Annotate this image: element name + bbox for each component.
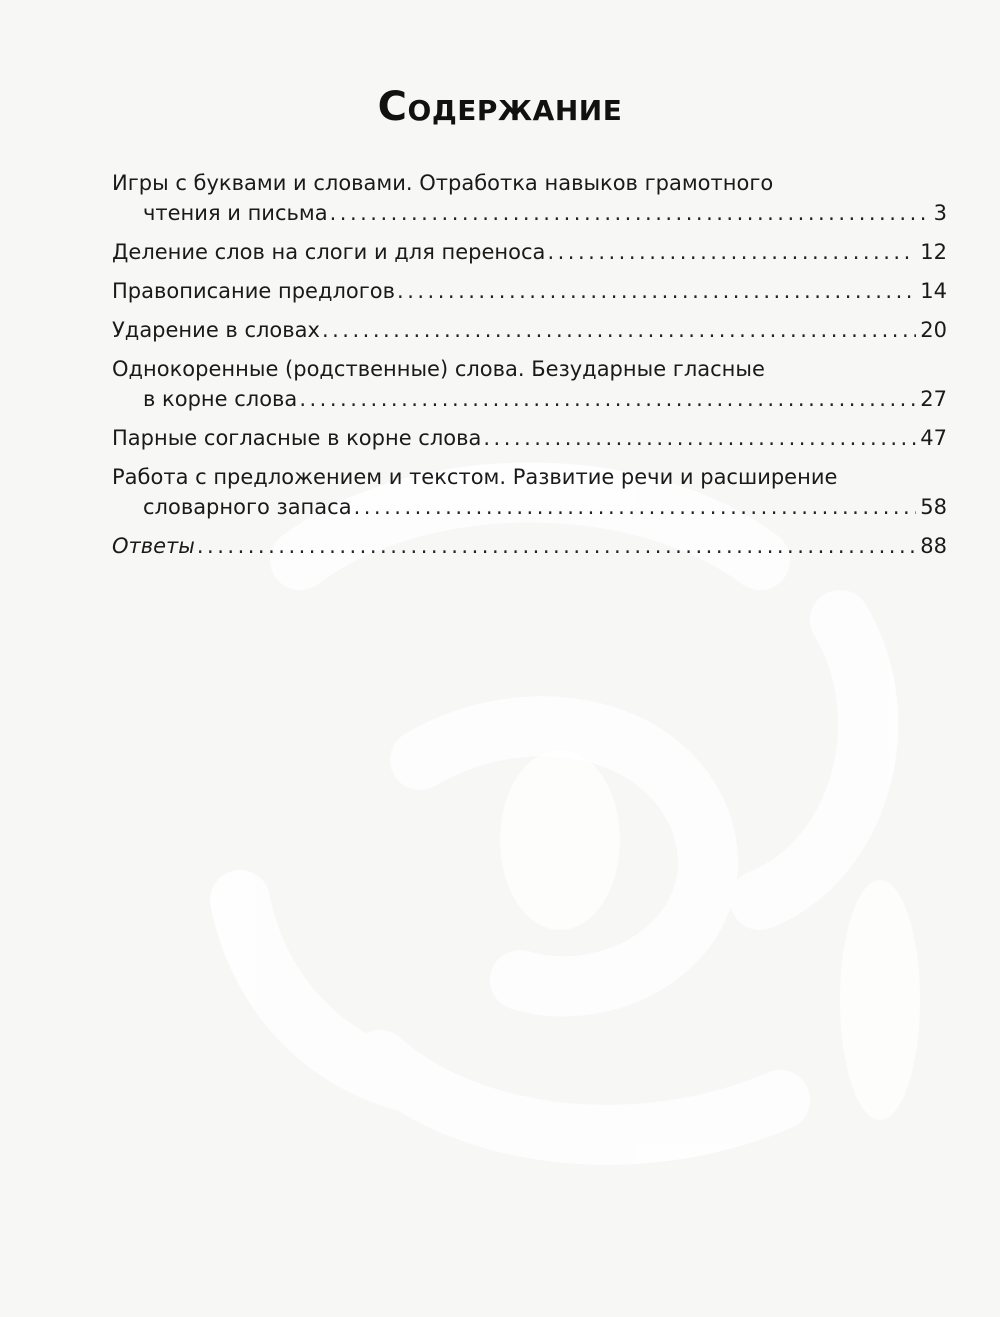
toc-page-number: 58 — [920, 495, 947, 519]
dot-leader — [330, 198, 930, 228]
toc-entry-title: чтения и письма — [143, 201, 328, 225]
toc-entry-title: словарного запаса — [143, 495, 352, 519]
toc-page-number: 47 — [920, 426, 947, 450]
toc-page-number: 88 — [920, 534, 947, 558]
toc-entry[interactable] — [112, 315, 947, 345]
toc-entry-title-line: Игры с буквами и словами. Отработка навыков грамотного — [112, 171, 774, 195]
toc-entry-title-line: Однокоренные (родственные) слова. Безударные гласные — [112, 357, 765, 381]
dot-leader — [299, 384, 916, 414]
toc-entry-title: Деление слов на слоги и для переноса — [112, 240, 546, 264]
toc-entry[interactable] — [112, 423, 947, 453]
toc-entry[interactable] — [112, 462, 947, 522]
toc-entry-answers[interactable] — [112, 531, 947, 561]
toc-entry-title: Правописание предлогов — [112, 279, 396, 303]
dot-leader — [322, 315, 916, 345]
table-of-contents — [112, 168, 947, 561]
toc-entry-title: в корне слова — [143, 387, 298, 411]
dot-leader — [354, 492, 917, 522]
toc-page-number: 14 — [920, 279, 947, 303]
toc-entry[interactable] — [112, 237, 947, 267]
toc-page-number: 12 — [920, 240, 947, 264]
toc-entry-title: Парные согласные в корне слова — [112, 426, 482, 450]
toc-entry-title: Ответы — [112, 534, 195, 558]
dot-leader — [197, 531, 916, 561]
toc-page-number: 3 — [933, 201, 947, 225]
page-title: Содержание — [377, 84, 623, 130]
toc-entry-title: Ударение в словах — [112, 318, 320, 342]
toc-entry[interactable] — [112, 168, 947, 228]
toc-page-number: 20 — [920, 318, 947, 342]
toc-entry[interactable] — [112, 276, 947, 306]
dot-leader — [547, 237, 916, 267]
toc-entry[interactable] — [112, 354, 947, 414]
dot-leader — [483, 423, 916, 453]
dot-leader — [397, 276, 916, 306]
toc-page-number: 27 — [920, 387, 947, 411]
toc-entry-title-line: Работа с предложением и текстом. Развитие речи и расширение — [112, 465, 838, 489]
